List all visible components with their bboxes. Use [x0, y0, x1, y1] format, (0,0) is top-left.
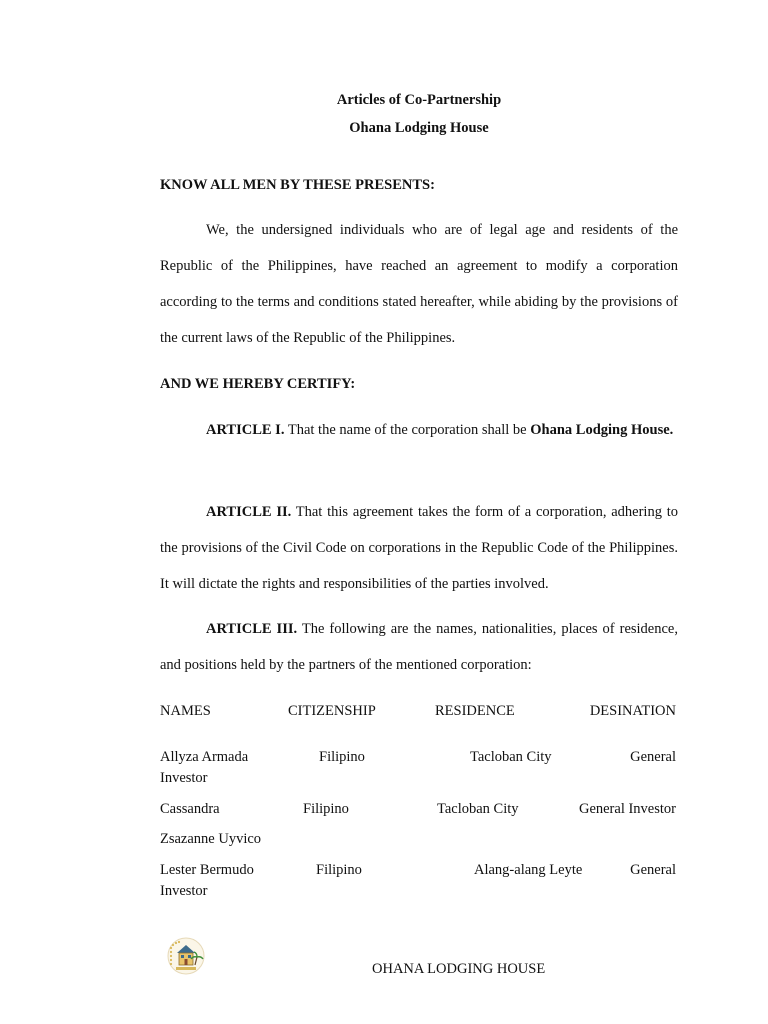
article-2-label: ARTICLE II. — [206, 504, 292, 520]
partner-name: Allyza Armada — [160, 749, 249, 765]
table-row — [160, 801, 676, 821]
partner-name: Cassandra — [160, 801, 220, 817]
article-1-name: Ohana Lodging House. — [530, 422, 674, 438]
footer-company-name: OHANA LODGING HOUSE — [372, 961, 546, 977]
partner-residence: Tacloban City — [437, 801, 519, 817]
partner-citizenship: Filipino — [316, 862, 362, 878]
intro-heading: KNOW ALL MEN BY THESE PRESENTS: — [160, 177, 435, 193]
partner-name: Lester Bermudo — [160, 862, 254, 878]
article-3-text: The following are the names, nationalities, places of residence, and positions held by the partners of the mentioned corporation: — [160, 621, 678, 673]
partner-residence: Tacloban City — [470, 749, 552, 765]
article-2-text: That this agreement takes the form of a corporation, adhering to the provisions of the Civil Code on corporations in the Republic Code of the Philippines. It will dictate the rights and responsibilities of the parties involved. — [160, 504, 678, 592]
partner-designation: General Investor — [578, 801, 676, 817]
document-title: Articles of Co-Partnership — [336, 92, 502, 108]
article-3 — [160, 611, 678, 683]
article-1-text: That the name of the corporation shall be — [287, 422, 527, 438]
partners-table-header — [160, 703, 676, 723]
header-designation: DESINATION — [589, 703, 676, 719]
certify-heading: AND WE HEREBY CERTIFY: — [160, 376, 356, 392]
header-names: NAMES — [160, 703, 211, 719]
table-row-continuation — [160, 770, 676, 790]
header-citizenship: CITIZENSHIP — [288, 703, 376, 719]
partner-designation: General — [630, 862, 676, 878]
article-1-label: ARTICLE I. — [206, 422, 285, 438]
partner-designation-wrap: Investor — [160, 770, 208, 786]
header-residence: RESIDENCE — [435, 703, 515, 719]
table-row-continuation — [160, 883, 676, 903]
lodging-house-logo-icon — [164, 936, 208, 976]
partner-citizenship: Filipino — [303, 801, 349, 817]
table-row — [160, 862, 676, 882]
article-1 — [160, 412, 678, 448]
partner-name-wrap: Zsazanne Uyvico — [160, 831, 262, 847]
partner-designation: General — [630, 749, 676, 765]
article-2 — [160, 494, 678, 602]
table-row-continuation — [160, 831, 676, 851]
partner-residence: Alang-alang Leyte — [474, 862, 583, 878]
article-3-label: ARTICLE III. — [206, 621, 298, 637]
partner-designation-wrap: Investor — [160, 883, 208, 899]
document-subtitle: Ohana Lodging House — [349, 120, 489, 136]
partner-citizenship: Filipino — [319, 749, 365, 765]
table-row — [160, 749, 676, 769]
intro-paragraph: We, the undersigned individuals who are of legal age and residents of the Republic of the Philippines, have reached an agreement to modify a corporation according to the terms and conditions stated hereafter, while abiding by the provisions of the current laws of the Republic of the Philippines. — [160, 222, 678, 346]
